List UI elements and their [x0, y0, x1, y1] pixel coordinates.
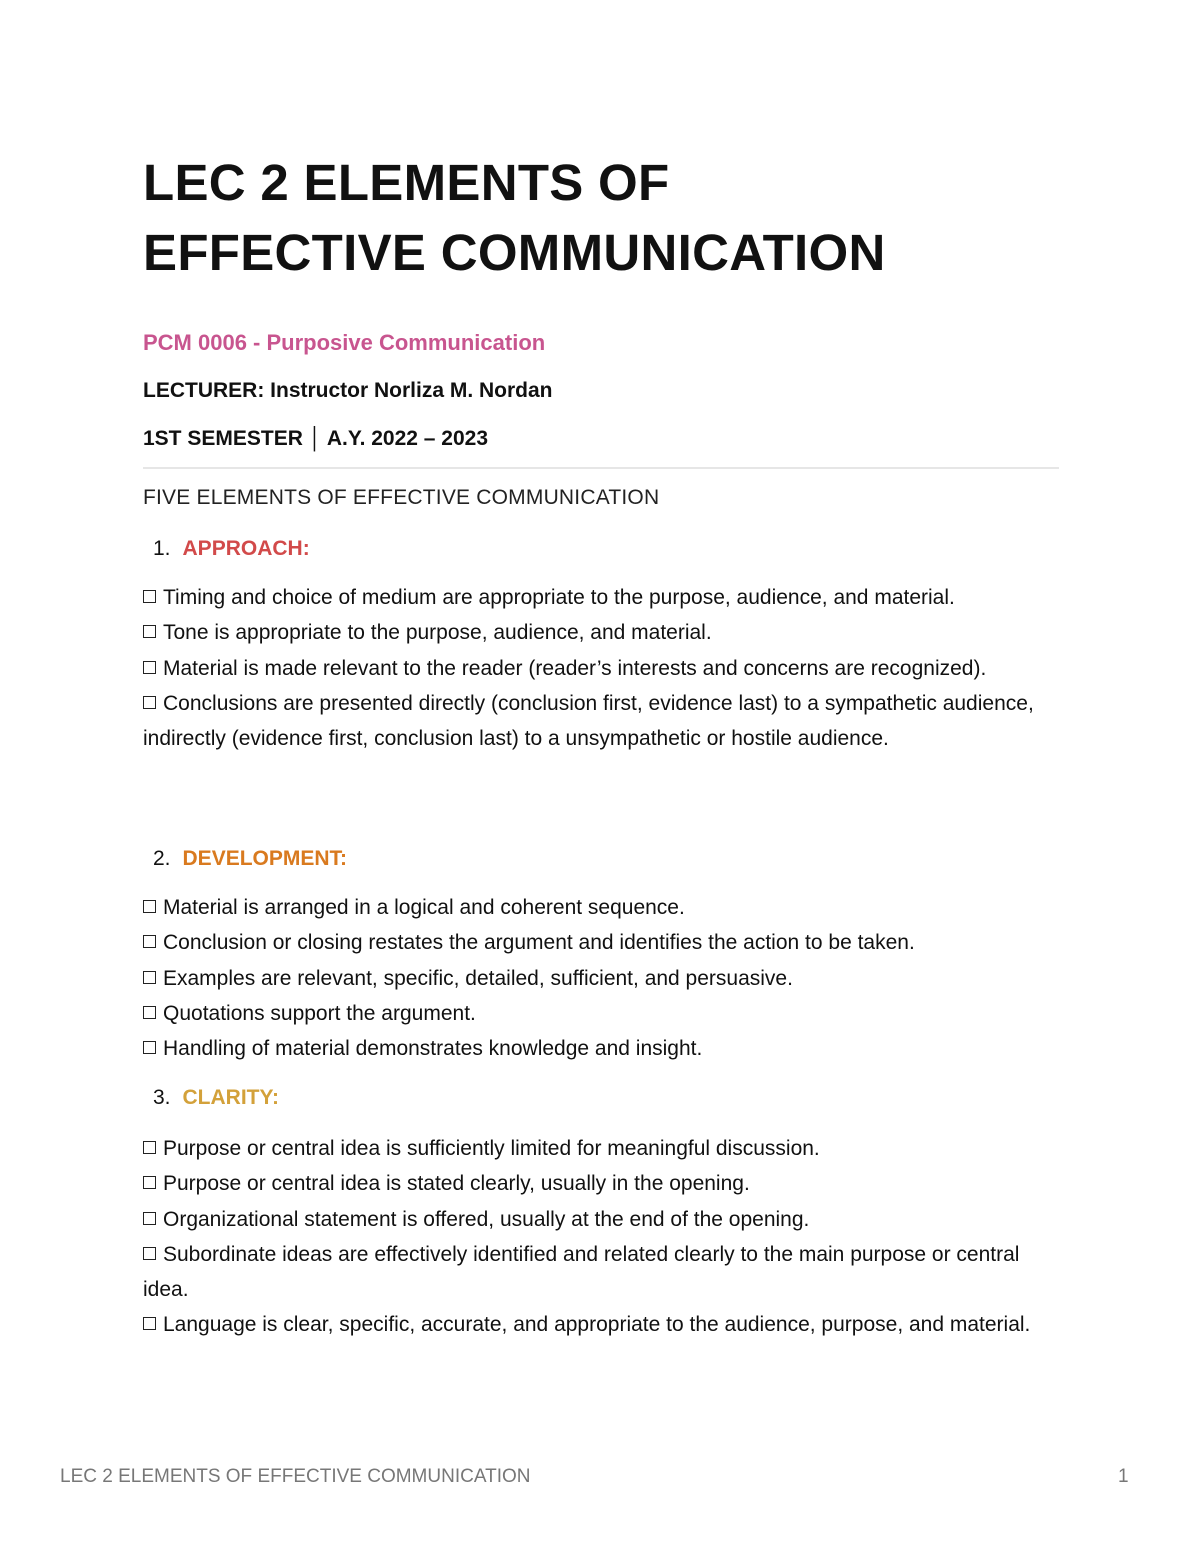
element-label: APPROACH:: [182, 537, 310, 560]
list-item: [143, 580, 1063, 615]
element-label: CLARITY:: [182, 1086, 279, 1109]
checkbox-icon: [143, 971, 156, 984]
list-item-text: Timing and choice of medium are appropriate to the purpose, audience, and material.: [163, 586, 955, 609]
checkbox-icon: [143, 1212, 156, 1225]
list-item: [143, 890, 1063, 925]
lecturer-name: Instructor Norliza M. Nordan: [264, 379, 553, 402]
checkbox-icon: [143, 1317, 156, 1330]
section-heading: FIVE ELEMENTS OF EFFECTIVE COMMUNICATION: [143, 486, 660, 509]
list-item: [143, 1166, 1063, 1201]
title-line-1: LEC 2 ELEMENTS OF: [143, 154, 670, 211]
list-item: [143, 1031, 1063, 1066]
element-heading-clarity: [153, 1086, 279, 1110]
semester-line: 1ST SEMESTER │ A.Y. 2022 – 2023: [143, 427, 489, 450]
footer-title: LEC 2 ELEMENTS OF EFFECTIVE COMMUNICATION: [60, 1466, 531, 1487]
list-item-text: Purpose or central idea is stated clearly, usually in the opening.: [163, 1172, 750, 1196]
approach-checklist: [143, 580, 1063, 756]
list-item-text: Conclusions are presented directly (conclusion first, evidence last) to a sympathetic audience, indirectly (evidence first, conclusion last) to a unsympathetic or hostile audience.: [143, 691, 1034, 751]
list-item-text: Language is clear, specific, accurate, and appropriate to the audience, purpose, and material.: [163, 1313, 1031, 1337]
list-item-text: Quotations support the argument.: [163, 1001, 476, 1025]
list-item: [143, 1307, 1063, 1342]
list-item: [143, 686, 1063, 757]
clarity-checklist: [143, 1131, 1063, 1343]
list-item-text: Material is made relevant to the reader (reader’s interests and concerns are recognized).: [163, 656, 987, 680]
list-item-text: Subordinate ideas are effectively identified and related clearly to the main purpose or central idea.: [143, 1242, 1020, 1302]
list-item-text: Purpose or central idea is sufficiently limited for meaningful discussion.: [163, 1137, 820, 1160]
list-item-text: Examples are relevant, specific, detailed, sufficient, and persuasive.: [163, 966, 793, 990]
checkbox-icon: [143, 935, 156, 948]
list-item: [143, 961, 1063, 996]
list-item: [143, 615, 1063, 650]
lecturer-line: [143, 379, 553, 403]
checkbox-icon: [143, 661, 156, 674]
list-item: [143, 651, 1063, 686]
checkbox-icon: [143, 1041, 156, 1054]
checkbox-icon: [143, 696, 156, 709]
course-name: PCM 0006 - Purposive Communication: [143, 330, 546, 355]
element-heading-development: [153, 847, 347, 871]
page-title: [143, 148, 1103, 288]
page-number: 1: [1118, 1466, 1129, 1487]
checkbox-icon: [143, 1247, 156, 1260]
checkbox-icon: [143, 1176, 156, 1189]
checkbox-icon: [143, 1141, 156, 1154]
element-number: 3.: [153, 1086, 171, 1109]
element-label: DEVELOPMENT:: [182, 847, 348, 870]
list-item-text: Conclusion or closing restates the argument and identifies the action to be taken.: [163, 931, 915, 955]
checkbox-icon: [143, 900, 156, 913]
checkbox-icon: [143, 625, 156, 638]
title-line-2: EFFECTIVE COMMUNICATION: [143, 224, 886, 281]
element-number: 1.: [153, 537, 171, 560]
list-item-text: Handling of material demonstrates knowledge and insight.: [163, 1037, 703, 1061]
element-heading-approach: [153, 537, 310, 561]
list-item: [143, 1131, 1063, 1166]
list-item-text: Tone is appropriate to the purpose, audience, and material.: [163, 621, 712, 645]
list-item: [143, 1202, 1063, 1237]
list-item: [143, 925, 1063, 960]
list-item-text: Material is arranged in a logical and coherent sequence.: [163, 896, 685, 919]
development-checklist: [143, 890, 1063, 1066]
list-item: [143, 1237, 1063, 1308]
list-item-text: Organizational statement is offered, usually at the end of the opening.: [163, 1207, 810, 1231]
element-number: 2.: [153, 847, 171, 870]
list-item: [143, 996, 1063, 1031]
header-divider: [143, 467, 1059, 469]
lecturer-label: LECTURER:: [143, 379, 265, 402]
checkbox-icon: [143, 590, 156, 603]
checkbox-icon: [143, 1006, 156, 1019]
